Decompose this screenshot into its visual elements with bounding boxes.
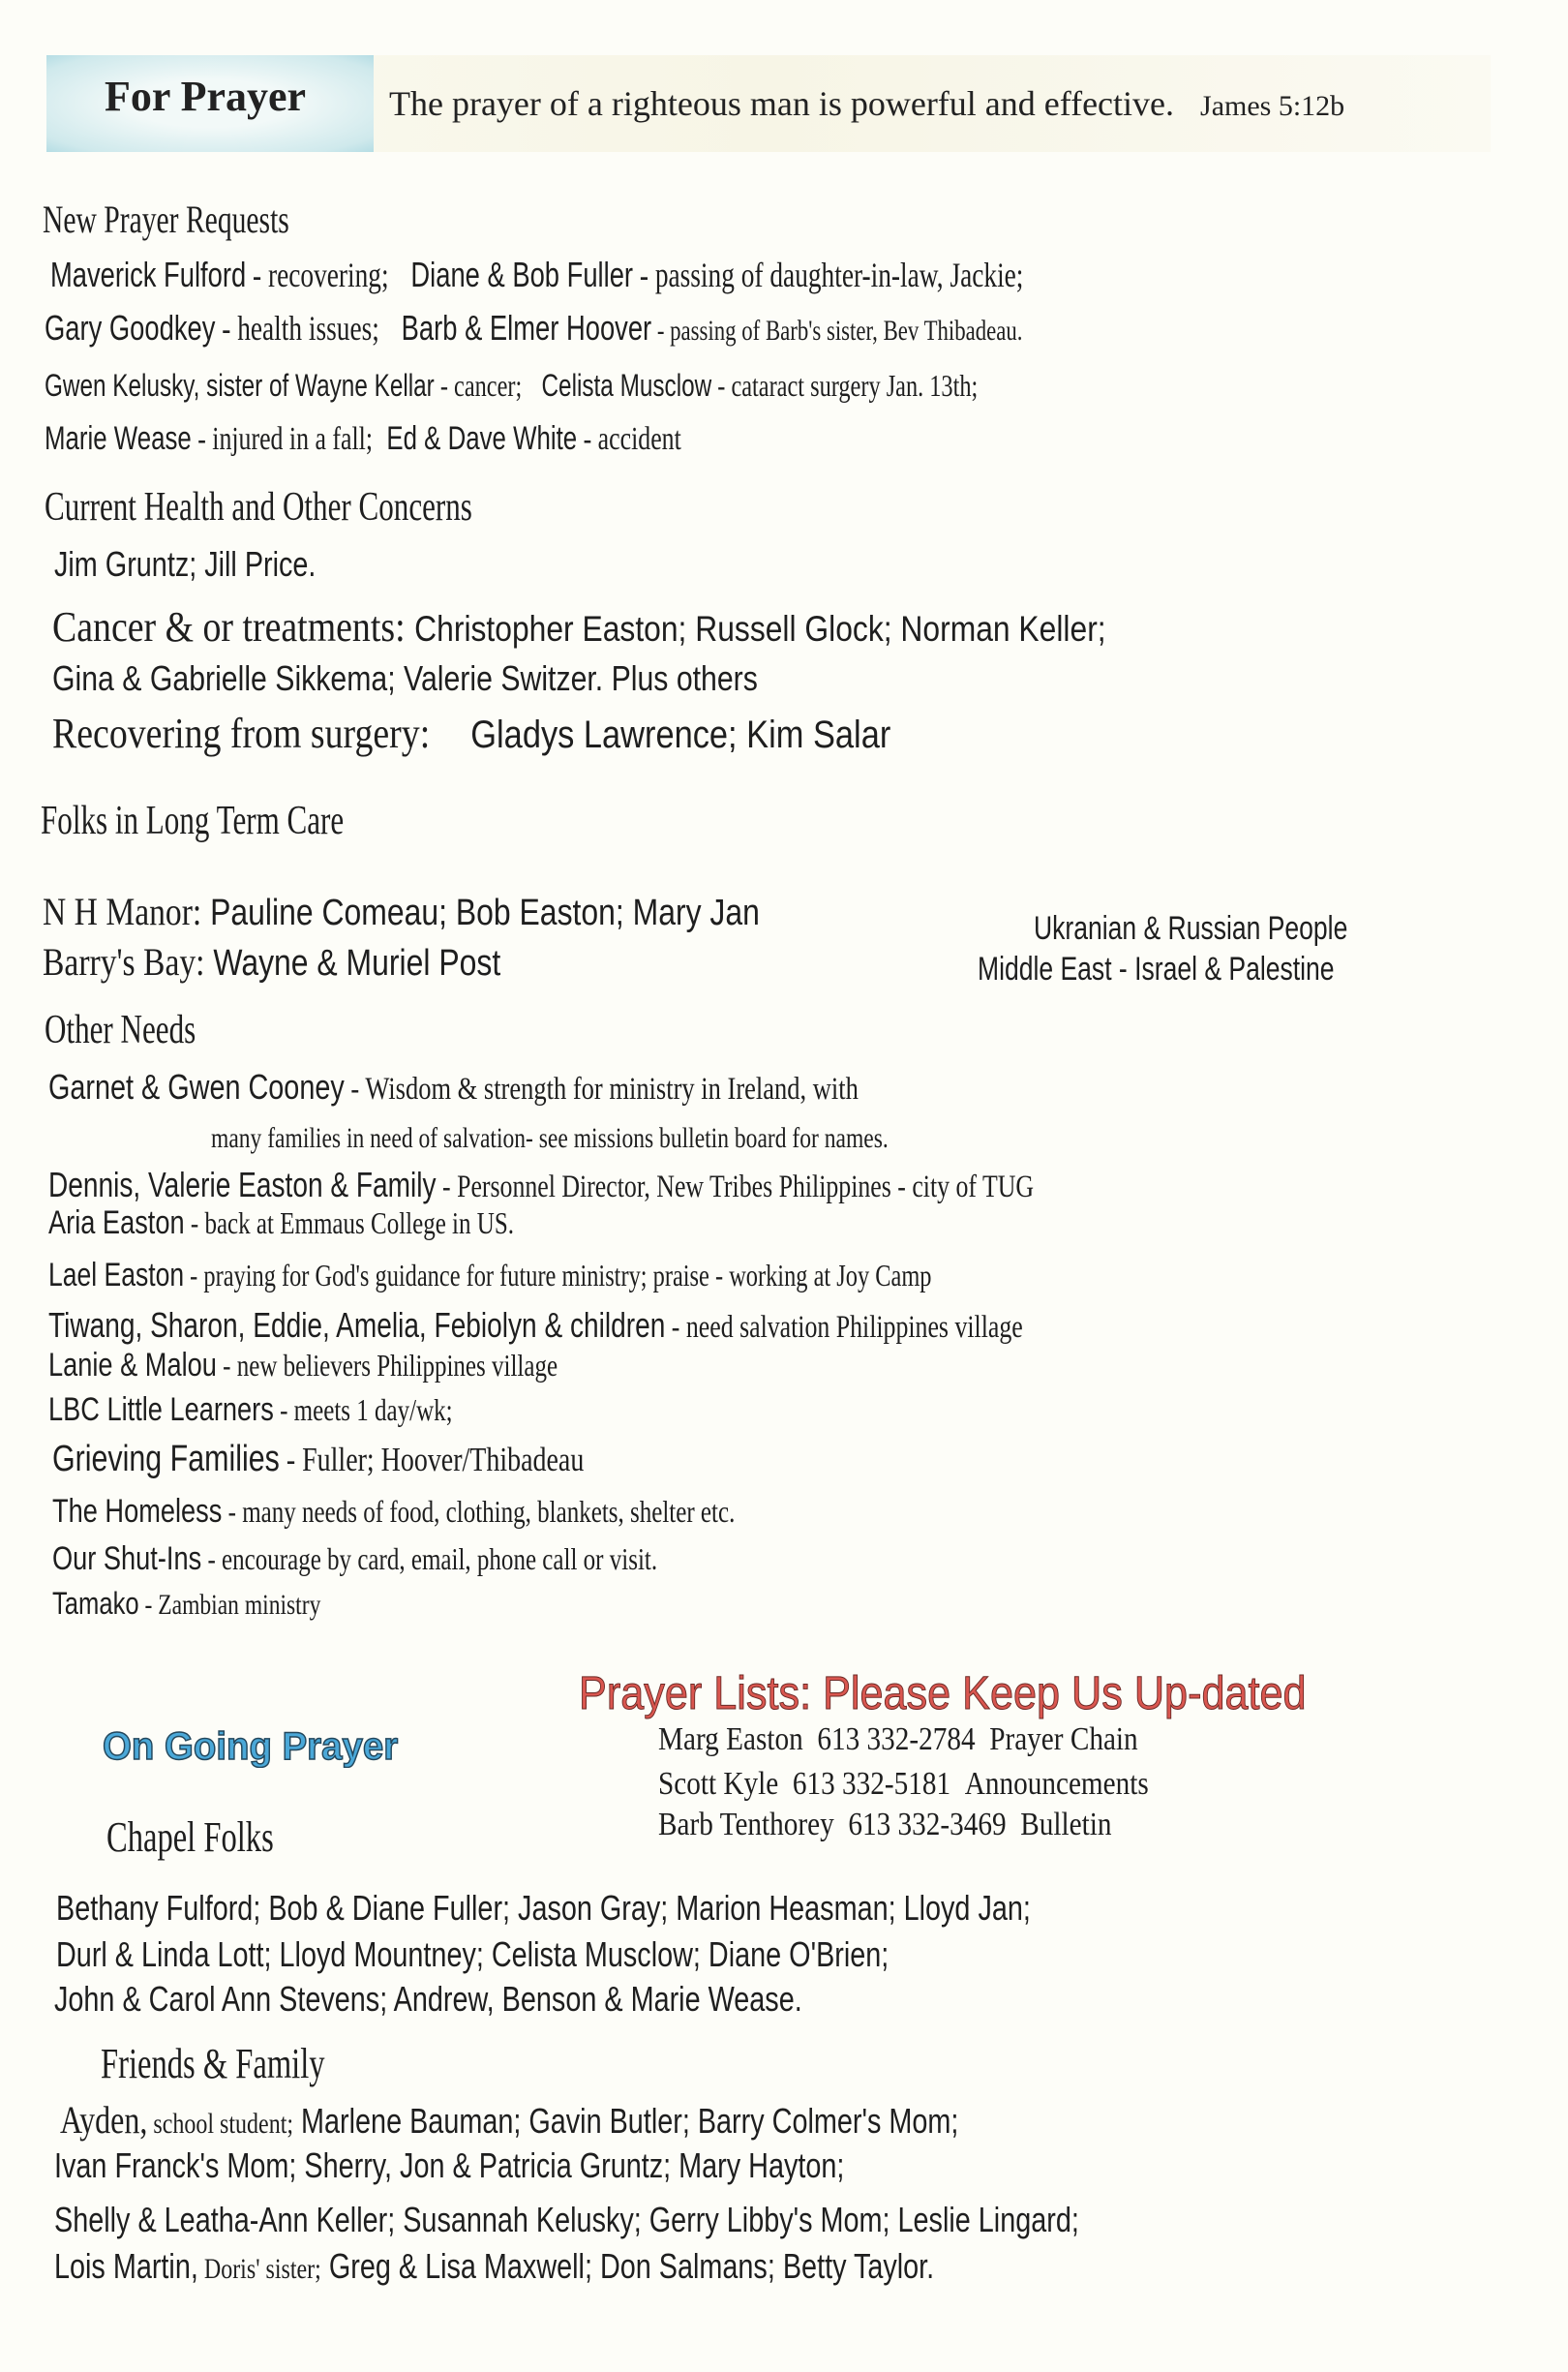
need-desc: - Personnel Director, New Tribes Philippines - city of TUG bbox=[436, 1169, 1035, 1204]
other-needs-item bbox=[52, 1439, 717, 1480]
chapel-names: Durl & Linda Lott; Lloyd Mountney; Celista Musclow; Diane O'Brien; bbox=[56, 1934, 890, 1974]
contact-row bbox=[658, 1766, 1228, 1803]
heading-other-needs bbox=[45, 1007, 249, 1053]
need-desc: - Wisdom & strength for ministry in Ireland, with bbox=[344, 1071, 859, 1107]
friends-line bbox=[54, 2200, 1336, 2240]
chapel-line bbox=[54, 1979, 989, 2020]
friends-line bbox=[60, 2097, 1183, 2143]
friend-desc: school student; bbox=[147, 2108, 294, 2140]
prayer-lists-heading bbox=[579, 1667, 1387, 1720]
surgery-label: Recovering from surgery: bbox=[52, 710, 431, 757]
heading-text: On Going Prayer bbox=[103, 1725, 399, 1768]
need-desc: - Fuller; Hoover/Thibadeau bbox=[279, 1441, 585, 1478]
verse-reference: James 5:12b bbox=[1200, 90, 1345, 122]
request-name: Maverick Fulford bbox=[50, 255, 247, 294]
friend-name: Ayden, bbox=[60, 2098, 148, 2142]
need-name: Aria Easton bbox=[48, 1204, 185, 1241]
verse-text: The prayer of a righteous man is powerful and effective. bbox=[389, 84, 1175, 123]
heading-text: Chapel Folks bbox=[106, 1813, 274, 1861]
need-name: Grieving Families bbox=[52, 1439, 280, 1479]
request-name: Barb & Elmer Hoover bbox=[401, 308, 652, 348]
other-needs-item bbox=[52, 1493, 906, 1531]
world-prayer-text: Middle East - Israel & Palestine bbox=[978, 951, 1335, 988]
request-line bbox=[45, 420, 882, 458]
surgery-line bbox=[52, 709, 1027, 758]
request-line bbox=[45, 368, 1273, 404]
world-prayer-text: Ukranian & Russian People bbox=[1034, 910, 1348, 947]
heading-friends-family bbox=[101, 2039, 404, 2088]
contact-name: Barb Tenthorey bbox=[658, 1807, 834, 1842]
friends-line bbox=[54, 2246, 1154, 2287]
cancer-names: Christopher Easton; Russell Glock; Norman Keller; bbox=[414, 609, 1106, 649]
need-desc: - need salvation Philippines village bbox=[665, 1309, 1023, 1345]
names: Jim Gruntz; Jill Price. bbox=[54, 544, 317, 584]
barrys-bay-line bbox=[43, 939, 588, 985]
request-name: Diane & Bob Fuller bbox=[410, 255, 634, 294]
surgery-names: Gladys Lawrence; Kim Salar bbox=[470, 714, 891, 756]
other-needs-item bbox=[48, 1067, 1061, 1108]
heading-current-health bbox=[45, 484, 622, 531]
other-needs-item bbox=[52, 1586, 388, 1622]
chapel-line bbox=[56, 1888, 1275, 1929]
request-desc: - passing of daughter-in-law, Jackie; bbox=[633, 256, 1024, 294]
other-needs-item bbox=[52, 1540, 808, 1578]
need-desc: - back at Emmaus College in US. bbox=[184, 1206, 515, 1240]
friend-desc: Doris' sister; bbox=[197, 2253, 321, 2285]
nh-manor-line bbox=[43, 889, 896, 934]
chapel-line bbox=[56, 1934, 1097, 1975]
request-name: Celista Musclow bbox=[541, 368, 712, 403]
need-name: Dennis, Valerie Easton & Family bbox=[48, 1165, 437, 1204]
chapel-names: Bethany Fulford; Bob & Diane Fuller; Jason Gray; Marion Heasman; Lloyd Jan; bbox=[56, 1888, 1031, 1928]
need-desc: - new believers Philippines village bbox=[216, 1349, 558, 1383]
contact-phone: 613 332-2784 bbox=[817, 1721, 976, 1757]
nh-manor-label: N H Manor: bbox=[43, 890, 202, 933]
cancer-line-2 bbox=[52, 658, 892, 699]
need-name: Garnet & Gwen Cooney bbox=[48, 1067, 345, 1107]
heading-text: Other Needs bbox=[45, 1008, 196, 1052]
friend-names: Ivan Franck's Mom; Sherry, Jon & Patricia Gruntz; Mary Hayton; bbox=[54, 2145, 845, 2185]
contact-phone: 613 332-3469 bbox=[848, 1807, 1007, 1842]
other-needs-item bbox=[48, 1391, 554, 1429]
ongoing-prayer-heading bbox=[103, 1725, 410, 1769]
need-name: Tamako bbox=[52, 1586, 139, 1621]
heading-text: Current Health and Other Concerns bbox=[45, 485, 472, 530]
request-desc: - accident bbox=[577, 421, 681, 457]
other-needs-item bbox=[48, 1305, 1298, 1346]
request-line bbox=[45, 308, 1332, 349]
friend-names: Shelly & Leatha-Ann Keller; Susannah Kelusky; Gerry Libby's Mom; Leslie Lingard; bbox=[54, 2200, 1079, 2239]
cancer-line bbox=[52, 602, 1278, 652]
verse bbox=[389, 83, 1344, 124]
contact-role: Bulletin bbox=[1020, 1807, 1112, 1842]
need-name: Tiwang, Sharon, Eddie, Amelia, Febiolyn & children bbox=[48, 1305, 666, 1345]
friend-names: Greg & Lisa Maxwell; Don Salmans; Betty Taylor. bbox=[320, 2246, 935, 2286]
world-prayer-2 bbox=[978, 951, 1434, 988]
need-desc: - many needs of food, clothing, blankets, shelter etc. bbox=[222, 1495, 736, 1529]
need-name: Lanie & Malou bbox=[48, 1347, 217, 1384]
contact-name: Scott Kyle bbox=[658, 1766, 779, 1802]
need-desc: - praying for God's guidance for future ministry; praise - working at Joy Camp bbox=[184, 1259, 932, 1292]
request-line bbox=[50, 255, 1331, 295]
contact-name: Marg Easton bbox=[658, 1721, 803, 1757]
heading-long-term-care bbox=[41, 798, 450, 844]
need-desc: - encourage by card, email, phone call or visit. bbox=[201, 1542, 658, 1576]
contact-row bbox=[658, 1721, 1216, 1758]
need-desc: - Zambian ministry bbox=[138, 1590, 321, 1621]
request-name: Marie Wease bbox=[45, 420, 192, 457]
current-health-line bbox=[54, 544, 381, 585]
other-needs-item bbox=[48, 1165, 1312, 1205]
need-desc: many families in need of salvation- see missions bulletin board for names. bbox=[211, 1123, 889, 1154]
need-desc: - meets 1 day/wk; bbox=[273, 1393, 453, 1427]
heading-text: Folks in Long Term Care bbox=[41, 799, 345, 843]
barrys-bay-label: Barry's Bay: bbox=[43, 940, 205, 984]
other-needs-item bbox=[48, 1257, 1181, 1294]
request-desc: - passing of Barb's sister, Bev Thibadeau. bbox=[651, 315, 1023, 347]
contact-row bbox=[658, 1807, 1186, 1843]
request-desc: - recovering; bbox=[246, 256, 389, 294]
need-name: LBC Little Learners bbox=[48, 1391, 274, 1428]
need-name: Lael Easton bbox=[48, 1257, 185, 1293]
other-needs-item bbox=[48, 1204, 630, 1242]
other-needs-item bbox=[211, 1119, 1058, 1155]
chapel-names: John & Carol Ann Stevens; Andrew, Benson & Marie Wease. bbox=[54, 1979, 802, 2019]
friend-names: Marlene Bauman; Gavin Butler; Barry Colmer's Mom; bbox=[293, 2101, 959, 2141]
heading-chapel-folks bbox=[106, 1812, 332, 1862]
request-desc: - cataract surgery Jan. 13th; bbox=[711, 368, 979, 403]
request-name: Gary Goodkey bbox=[45, 308, 216, 348]
barrys-bay-names: Wayne & Muriel Post bbox=[213, 943, 501, 984]
request-name: Ed & Dave White bbox=[386, 420, 578, 457]
friends-line bbox=[54, 2145, 1042, 2186]
contact-role: Announcements bbox=[964, 1766, 1149, 1802]
other-needs-item bbox=[48, 1347, 685, 1384]
cancer-label: Cancer & or treatments: bbox=[52, 603, 406, 651]
contact-role: Prayer Chain bbox=[989, 1721, 1138, 1757]
request-desc: - cancer; bbox=[434, 368, 523, 403]
request-name: Gwen Kelusky, sister of Wayne Kellar bbox=[45, 368, 435, 403]
need-name: The Homeless bbox=[52, 1493, 223, 1530]
request-desc: - injured in a fall; bbox=[191, 421, 374, 457]
nh-manor-names: Pauline Comeau; Bob Easton; Mary Jan bbox=[210, 893, 760, 933]
page-title: For Prayer bbox=[105, 73, 307, 120]
friend-name: Lois Martin, bbox=[54, 2246, 198, 2286]
need-name: Our Shut-Ins bbox=[52, 1540, 202, 1577]
cancer-names: Gina & Gabrielle Sikkema; Valerie Switzer. Plus others bbox=[52, 658, 758, 698]
heading-text: Prayer Lists: Please Keep Us Up-dated bbox=[579, 1668, 1307, 1719]
heading-new-requests bbox=[43, 197, 376, 242]
contact-phone: 613 332-5181 bbox=[792, 1766, 951, 1802]
heading-text: Friends & Family bbox=[101, 2040, 325, 2087]
request-desc: - health issues; bbox=[215, 309, 379, 348]
world-prayer-1 bbox=[1034, 910, 1436, 948]
heading-text: New Prayer Requests bbox=[43, 198, 289, 241]
